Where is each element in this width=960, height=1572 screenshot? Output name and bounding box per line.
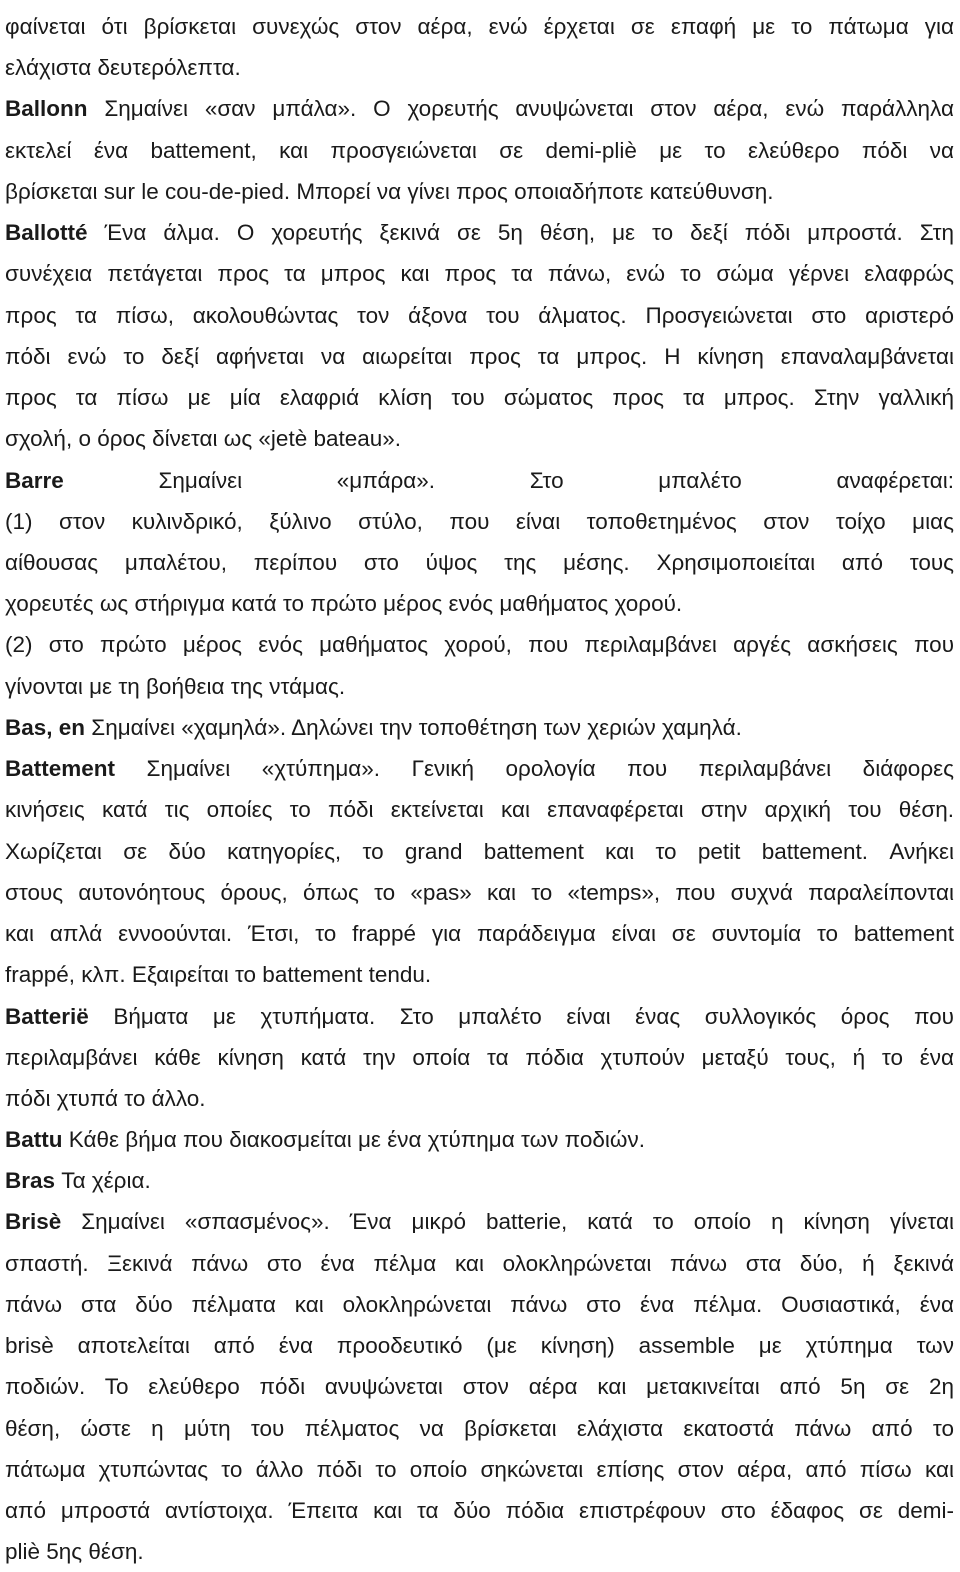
line-text: Τα χέρια.	[55, 1168, 151, 1193]
text-line	[5, 1249, 954, 1279]
text-line	[5, 919, 954, 949]
text-line	[5, 383, 954, 413]
line-text: Σημαίνει «χτύπημα». Γενική ορολογία που περιλαμβάνει διάφορες	[115, 756, 954, 781]
line-text: Βήματα με χτυπήματα. Στο μπαλέτο είναι ένας συλλογικός όρος που	[88, 1004, 954, 1029]
line-text: Χωρίζεται σε δύο κατηγορίες, το grand battement και το petit battement. Ανήκει	[5, 839, 954, 864]
line-text: πάτωμα χτυπώντας το άλλο πόδι το οποίο σηκώνεται επίσης στον αέρα, από πίσω και	[5, 1457, 954, 1482]
line-text: σχολή, ο όρος δίνεται ως «jetè bateau».	[5, 426, 402, 451]
line-text: Σημαίνει «σπασμένος». Ένα μικρό batterie, κατά το οποίο η κίνηση γίνεται	[61, 1209, 954, 1234]
line-text: εκτελεί ένα battement, και προσγειώνεται σε demi-pliè με το ελεύθερο πόδι να	[5, 138, 954, 163]
text-line	[5, 1290, 954, 1320]
line-text: βρίσκεται sur le cou-de-pied. Μπορεί να γίνει προς οποιαδήποτε κατεύθυνση.	[5, 179, 774, 204]
text-line	[5, 589, 954, 619]
glossary-term: Bas, en	[5, 715, 86, 740]
line-text: αίθουσας μπαλέτου, περίπου στο ύψος της μέσης. Χρησιμοποιείται από τους	[5, 550, 954, 575]
line-text: Κάθε βήμα που διακοσμείται με ένα χτύπημα των ποδιών.	[62, 1127, 645, 1152]
glossary-term: Batterië	[5, 1004, 89, 1029]
glossary-term: Barre	[5, 468, 64, 493]
line-text: Σημαίνει «χαμηλά». Δηλώνει την τοποθέτηση των χεριών χαμηλά.	[85, 715, 742, 740]
text-line	[5, 424, 954, 454]
entry-line-with-term	[5, 466, 954, 496]
line-text: ελάχιστα δευτερόλεπτα.	[5, 55, 241, 80]
text-line	[5, 1496, 954, 1526]
line-text: Ένα άλμα. Ο χορευτής ξεκινά σε 5η θέση, με το δεξί πόδι μπροστά. Στη	[87, 220, 954, 245]
text-line	[5, 1372, 954, 1402]
text-line	[5, 1455, 954, 1485]
text-line	[5, 177, 954, 207]
text-line	[5, 795, 954, 825]
glossary-term: Ballonn	[5, 96, 88, 121]
entry-line-with-term	[5, 754, 954, 784]
line-text: χορευτές ως στήριγμα κατά το πρώτο μέρος ενός μαθήματος χορού.	[5, 591, 683, 616]
glossary-term: Bras	[5, 1168, 56, 1193]
text-line	[5, 837, 954, 867]
line-text: Σημαίνει «μπάρα». Στο μπαλέτο αναφέρεται:	[63, 468, 954, 493]
line-text: στους αυτονόητους όρους, όπως το «pas» και το «temps», που συχνά παραλείπονται	[5, 880, 954, 905]
line-text: προς τα πίσω, ακολουθώντας τον άξονα του άλματος. Προσγειώνεται στο αριστερό	[5, 303, 954, 328]
text-line	[5, 507, 954, 537]
line-text: θέση, ώστε η μύτη του πέλματος να βρίσκεται ελάχιστα εκατοστά πάνω από το	[5, 1416, 954, 1441]
glossary-term: Battement	[5, 756, 116, 781]
line-text: γίνονται με τη βοήθεια της ντάμας.	[5, 674, 346, 699]
line-text: (1) στον κυλινδρικό, ξύλινο στύλο, που είναι τοποθετημένος στον τοίχο μιας	[5, 509, 954, 534]
glossary-term: Brisè	[5, 1209, 62, 1234]
text-line	[5, 301, 954, 331]
entry-line-with-term	[5, 1166, 954, 1196]
line-text: συνέχεια πετάγεται προς τα μπρος και προς τα πάνω, ενώ το σώμα γέρνει ελαφρώς	[5, 261, 954, 286]
entry-line-with-term	[5, 94, 954, 124]
text-line	[5, 548, 954, 578]
text-line	[5, 342, 954, 372]
entry-line-with-term	[5, 218, 954, 248]
line-text: περιλαμβάνει κάθε κίνηση κατά την οποία τα πόδια χτυπούν μεταξύ τους, ή το ένα	[5, 1045, 954, 1070]
text-line	[5, 259, 954, 289]
line-text: πόδι χτυπά το άλλο.	[5, 1086, 206, 1111]
glossary-term: Battu	[5, 1127, 63, 1152]
text-line	[5, 136, 954, 166]
line-text: pliè 5ης θέση.	[5, 1539, 144, 1564]
entry-line-with-term	[5, 1207, 954, 1237]
text-line	[5, 672, 954, 702]
line-text: κινήσεις κατά τις οποίες το πόδι εκτείνεται και επαναφέρεται στην αρχική του θέση.	[5, 797, 954, 822]
line-text: ποδιών. Το ελεύθερο πόδι ανυψώνεται στον αέρα και μετακινείται από 5η σε 2η	[5, 1374, 954, 1399]
line-text: πόδι ενώ το δεξί αφήνεται να αιωρείται προς τα μπρος. Η κίνηση επαναλαμβάνεται	[5, 344, 954, 369]
text-line	[5, 1084, 954, 1114]
text-line	[5, 878, 954, 908]
text-line	[5, 960, 954, 990]
line-text: (2) στο πρώτο μέρος ενός μαθήματος χορού, που περιλαμβάνει αργές ασκήσεις που	[5, 632, 954, 657]
line-text: πάνω στα δύο πέλματα και ολοκληρώνεται πάνω στο ένα πέλμα. Ουσιαστικά, ένα	[5, 1292, 954, 1317]
text-line	[5, 53, 954, 83]
glossary-term: Ballotté	[5, 220, 88, 245]
entry-line-with-term	[5, 1125, 954, 1155]
text-line	[5, 1331, 954, 1361]
text-line	[5, 1537, 954, 1567]
text-line	[5, 12, 954, 42]
text-line	[5, 1043, 954, 1073]
line-text: Σημαίνει «σαν μπάλα». Ο χορευτής ανυψώνεται στον αέρα, ενώ παράλληλα	[87, 96, 954, 121]
line-text: από μπροστά αντίστοιχα. Έπειτα και τα δύο πόδια επιστρέφουν στο έδαφος σε demi-	[5, 1498, 954, 1523]
line-text: φαίνεται ότι βρίσκεται συνεχώς στον αέρα, ενώ έρχεται σε επαφή με το πάτωμα για	[5, 14, 954, 39]
line-text: προς τα πίσω με μία ελαφριά κλίση του σώματος προς τα μπρος. Στην γαλλική	[5, 385, 954, 410]
entry-line-with-term	[5, 1002, 954, 1032]
line-text: σπαστή. Ξεκινά πάνω στο ένα πέλμα και ολοκληρώνεται πάνω στα δύο, ή ξεκινά	[5, 1251, 954, 1276]
line-text: και απλά εννοούνται. Έτσι, το frappé για παράδειγμα είναι σε συντομία το battement	[5, 921, 954, 946]
entry-line-with-term	[5, 713, 954, 743]
text-line	[5, 630, 954, 660]
line-text: brisè αποτελείται από ένα προοδευτικό (με κίνηση) assemble με χτύπημα των	[5, 1333, 954, 1358]
text-line	[5, 1414, 954, 1444]
line-text: frappé, κλπ. Εξαιρείται το battement tendu.	[5, 962, 432, 987]
